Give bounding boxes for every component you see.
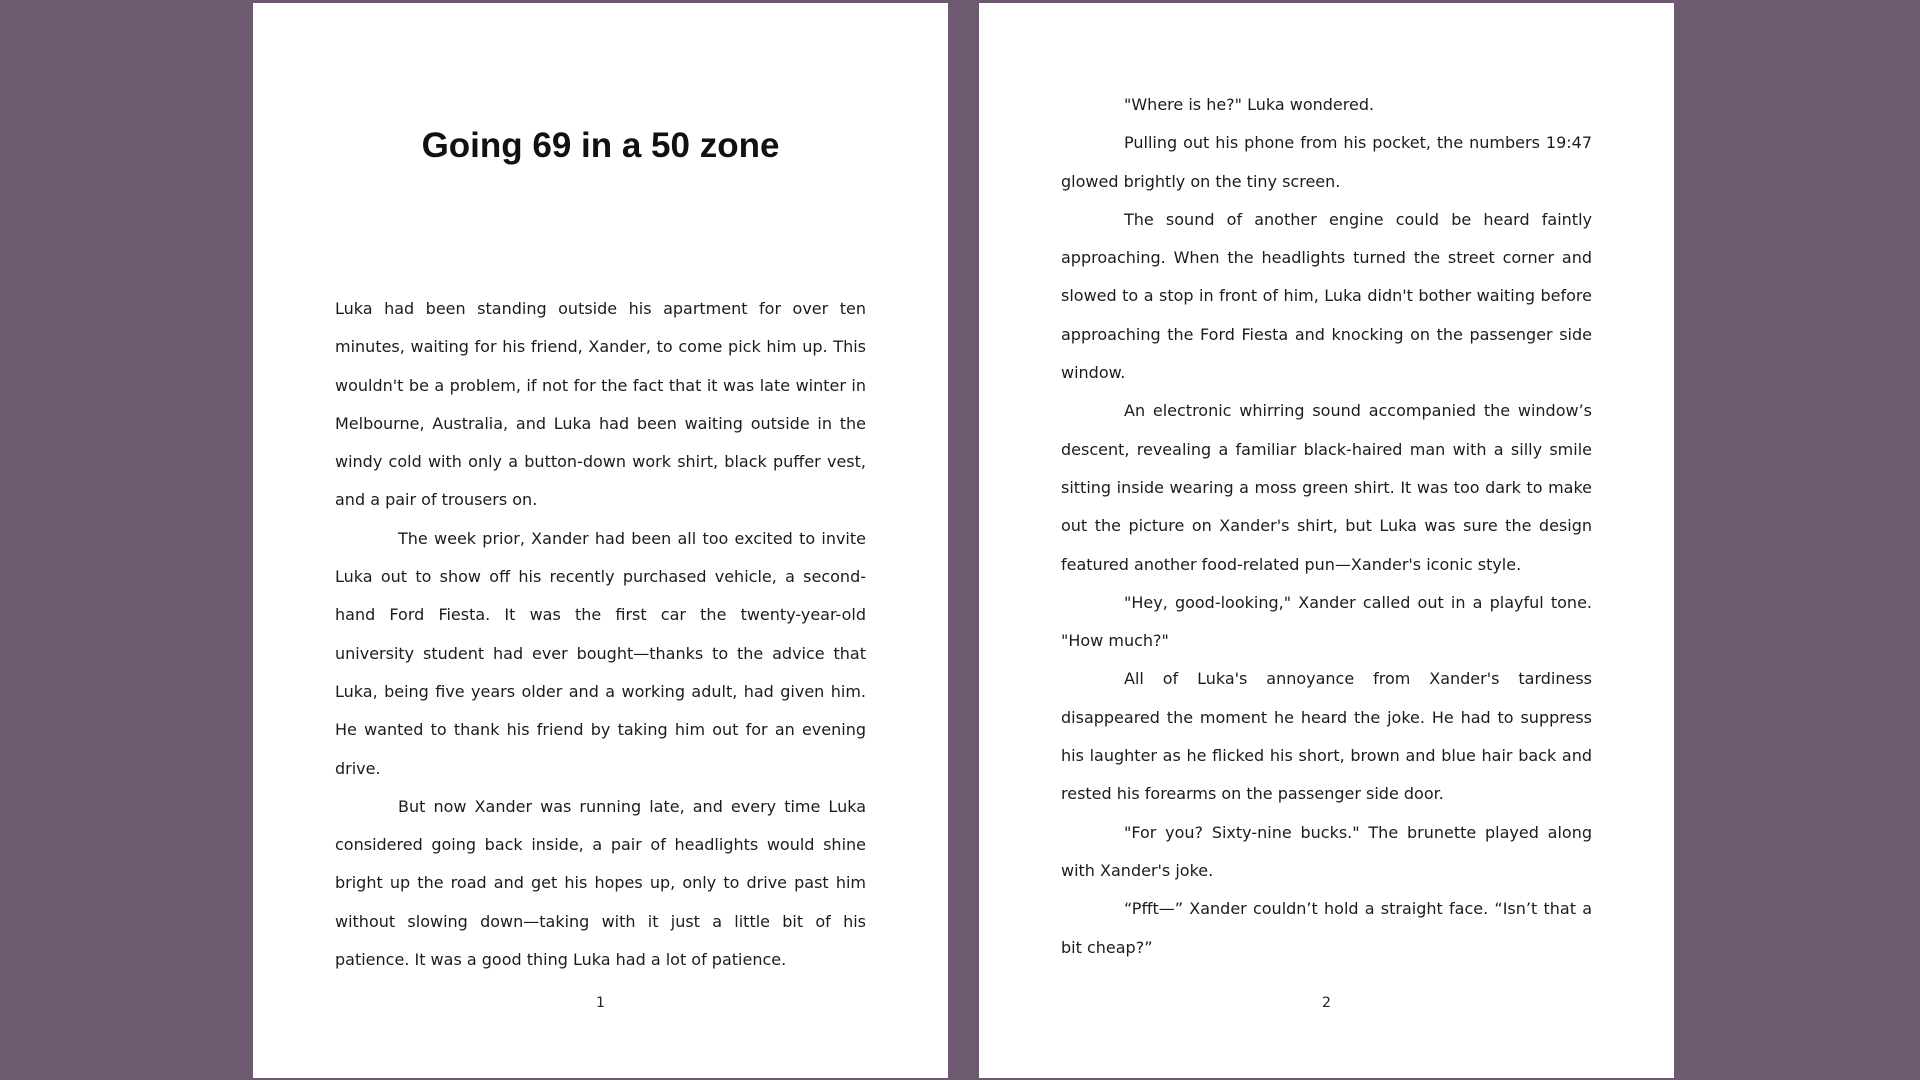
paragraph: The week prior, Xander had been all too excited to invite Luka out to show off his recently purchased vehicle, a second-hand Ford Fiesta. It was the first car the twenty-year-old university student had ever bought—thanks to the advice that Luka, being five years older and a working adult, had given him. He wanted to thank his friend by taking him out for an evening drive. (335, 528, 866, 778)
page-1-body (335, 290, 866, 979)
paragraph: An electronic whirring sound accompanied the window’s descent, revealing a familiar black-haired man with a silly smile sitting inside wearing a moss green shirt. It was too dark to make out the picture on Xander's shirt, but Luka was sure the design featured another food-related pun—Xander's iconic style. (1061, 401, 1592, 574)
document-title: Going 69 in a 50 zone (421, 126, 780, 165)
page-number: 2 (1322, 995, 1331, 1011)
paragraph: "For you? Sixty-nine bucks." The brunette played along with Xander's joke. (1061, 822, 1592, 880)
paragraph: All of Luka's annoyance from Xander's tardiness disappeared the moment he heard the joke. He had to suppress his laughter as he flicked his short, brown and blue hair back and rested his forearms on the passenger side door. (1061, 669, 1592, 804)
paragraph: "Hey, good-looking," Xander called out in a playful tone. "How much?" (1061, 592, 1592, 651)
document-page-2 (979, 3, 1674, 1078)
paragraph: The sound of another engine could be heard faintly approaching. When the headlights turned the street corner and slowed to a stop in front of him, Luka didn't bother waiting before approaching the Ford Fiesta and knocking on the passenger side window. (1061, 209, 1592, 383)
document-page-1 (253, 3, 948, 1078)
paragraph: “Pfft—” Xander couldn’t hold a straight face. “Isn’t that a bit cheap?” (1061, 899, 1592, 957)
page-2-body (1061, 86, 1592, 967)
page-number: 1 (596, 995, 605, 1011)
paragraph: But now Xander was running late, and every time Luka considered going back inside, a pair of headlights would shine bright up the road and get his hopes up, only to drive past him without slowing down—taking with it just a little bit of his patience. It was a good thing Luka had a lot of patience. (335, 796, 866, 970)
paragraph: Luka had been standing outside his apartment for over ten minutes, waiting for his friend, Xander, to come pick him up. This wouldn't be a problem, if not for the fact that it was late winter in Melbourne, Australia, and Luka had been waiting outside in the windy cold with only a button-down work shirt, black puffer vest, and a pair of trousers on. (335, 299, 866, 510)
paragraph: Pulling out his phone from his pocket, the numbers 19:47 glowed brightly on the tiny screen. (1061, 133, 1592, 191)
paragraph: "Where is he?" Luka wondered. (1124, 95, 1375, 114)
